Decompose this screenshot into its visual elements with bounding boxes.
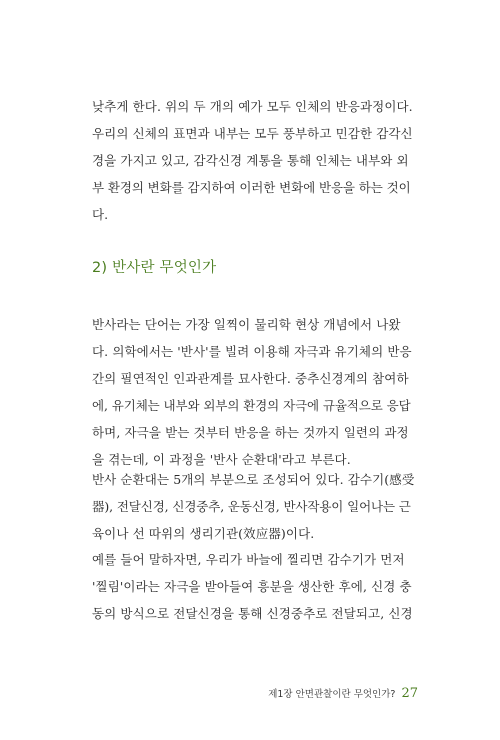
text-line: 경을 가지고 있고, 감각신경 계통을 통해 인체는 내부와 외 bbox=[92, 153, 409, 168]
text-line: 에, 유기체는 내부와 외부의 환경의 자극에 규율적으로 응답 bbox=[92, 398, 411, 413]
paragraph-example bbox=[92, 546, 414, 627]
paragraph-reflex-arc bbox=[92, 466, 414, 547]
text-line: 간의 필연적인 인과관계를 묘사한다. 중추신경계의 참여하 bbox=[92, 371, 409, 386]
paragraph-intro bbox=[92, 93, 414, 228]
text-line: 반사 순환대는 5개의 부분으로 조성되어 있다. 감수기(感受 bbox=[92, 472, 415, 487]
text-line: '찔림'이라는 자극을 받아들여 흥분을 생산한 후에, 신경 충 bbox=[92, 579, 412, 594]
text-line: 육이나 선 따위의 생리기관(效应器)이다. bbox=[92, 526, 315, 541]
text-line: 을 겪는데, 이 과정을 '반사 순환대'라고 부른다. bbox=[92, 452, 351, 467]
text-line: 우리의 신체의 표면과 내부는 모두 풍부하고 민감한 감각신 bbox=[92, 126, 413, 141]
text-line: 반사라는 단어는 가장 일찍이 물리학 현상 개념에서 나왔 bbox=[92, 317, 401, 332]
page-footer bbox=[268, 686, 418, 701]
text-line: 하며, 자극을 받는 것부터 반응을 하는 것까지 일련의 과정 bbox=[92, 425, 409, 440]
paragraph-reflex-definition bbox=[92, 311, 414, 473]
section-heading: 2) 반사란 무엇인가 bbox=[92, 260, 217, 276]
chapter-title: 제1장 안면관찰이란 무엇인가? bbox=[268, 689, 396, 700]
text-line: 다. bbox=[92, 207, 109, 222]
text-line: 다. 의학에서는 '반사'를 빌려 이용해 자극과 유기체의 반응 bbox=[92, 344, 412, 359]
text-line: 부 환경의 변화를 감지하여 이러한 변화에 반응을 하는 것이 bbox=[92, 180, 411, 195]
text-line: 동의 방식으로 전달신경을 통해 신경중추로 전달되고, 신경 bbox=[92, 606, 413, 621]
page-number: 27 bbox=[401, 686, 418, 701]
text-line: 낮추게 한다. 위의 두 개의 예가 모두 인체의 반응과정이다. bbox=[92, 99, 413, 114]
text-line: 예를 들어 말하자면, 우리가 바늘에 찔리면 감수기가 먼저 bbox=[92, 552, 405, 567]
text-line: 器), 전달신경, 신경중추, 운동신경, 반사작용이 일어나는 근 bbox=[92, 499, 411, 514]
